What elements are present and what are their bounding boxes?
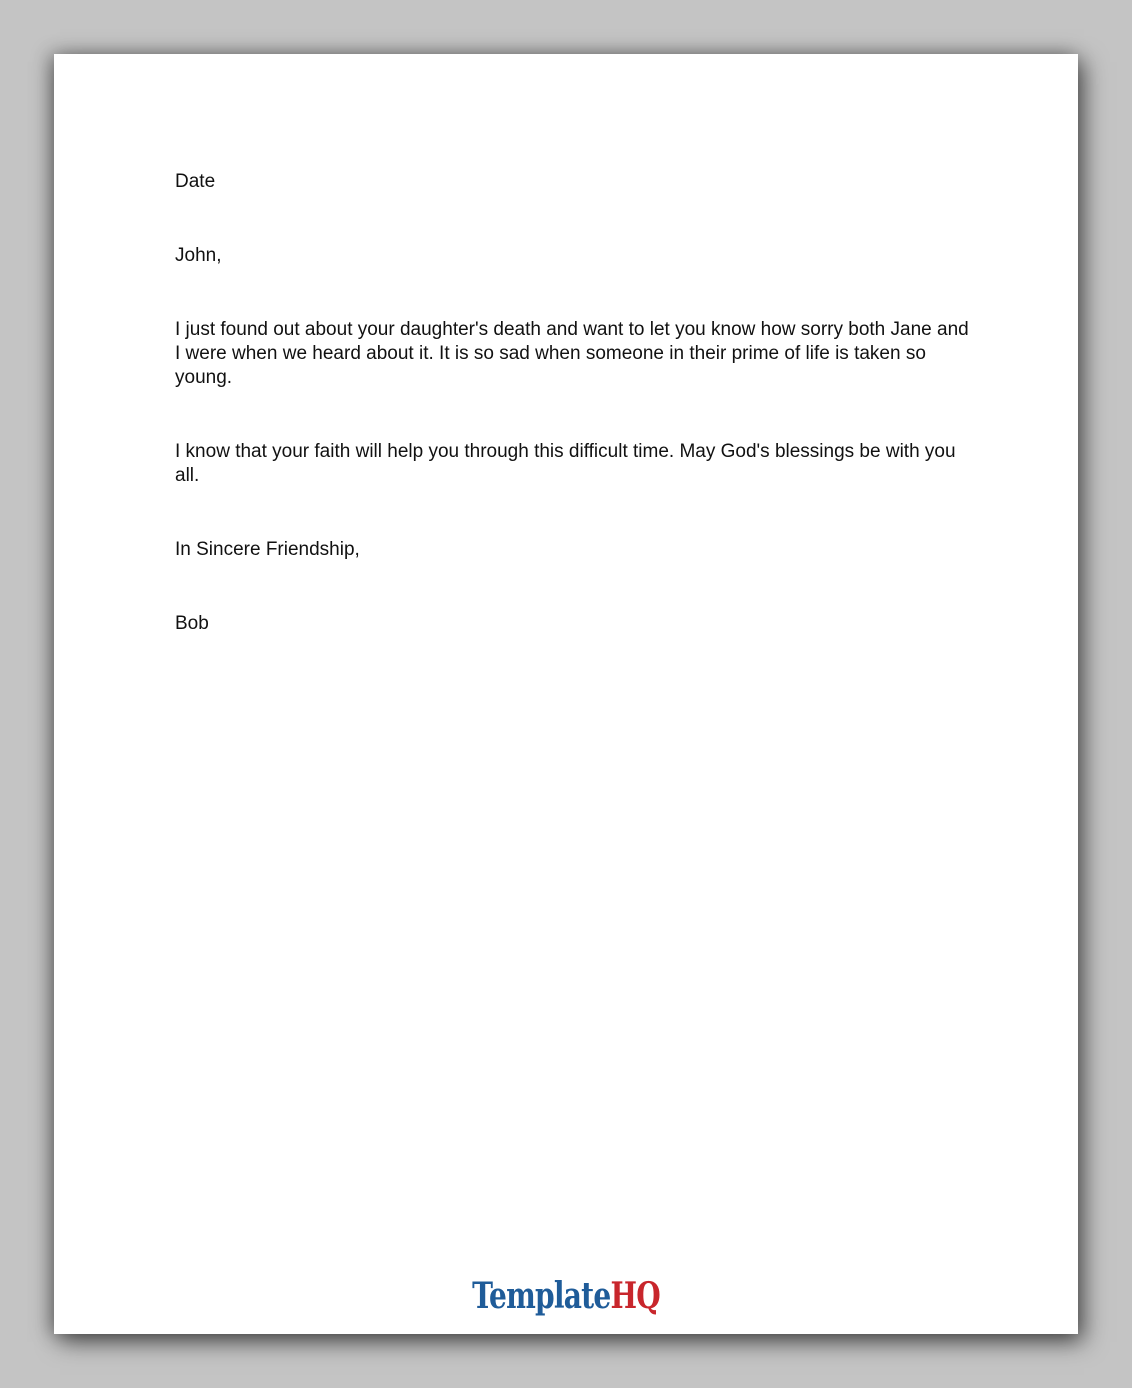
letter-paragraph-2: I know that your faith will help you through this difficult time. May God's blessings be with you all. <box>175 441 956 486</box>
letter-salutation: John, <box>175 245 222 266</box>
letter-signature: Bob <box>175 613 209 634</box>
templatehq-logo <box>167 1276 966 1316</box>
letter-paragraph-1: I just found out about your daughter's death and want to let you know how sorry both Jane and I were when we heard about it. It is so sad when someone in their prime of life is taken so young. <box>175 319 969 388</box>
logo-text-template: Template <box>472 1275 611 1317</box>
letter-closing: In Sincere Friendship, <box>175 539 360 560</box>
logo-text-hq: HQ <box>610 1275 660 1317</box>
letter-date: Date <box>175 171 216 192</box>
document-page <box>54 54 1078 1334</box>
letter-body <box>175 170 975 686</box>
